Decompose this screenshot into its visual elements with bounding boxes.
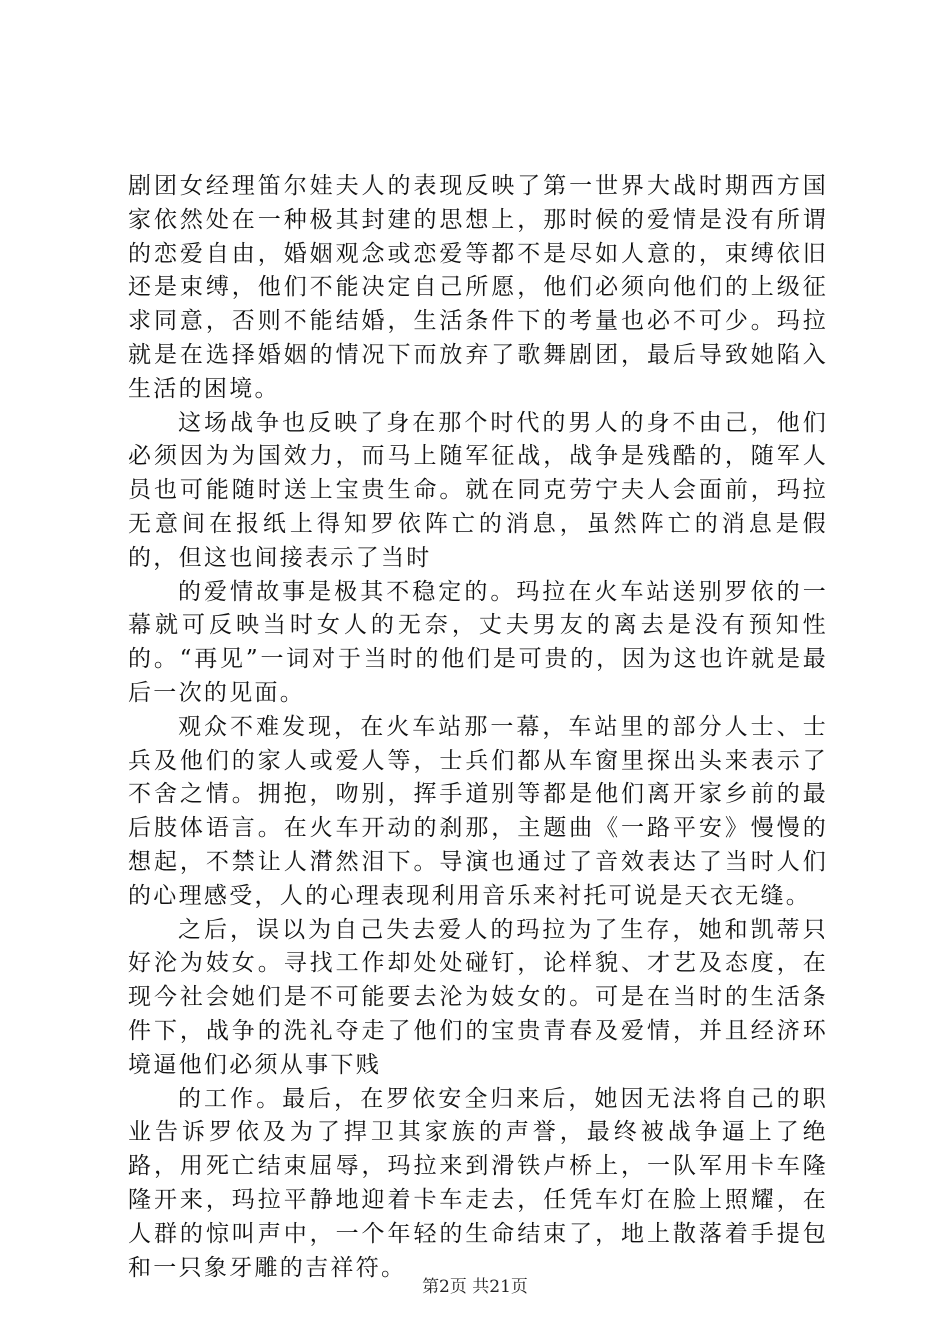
paragraph-3: 的爱情故事是极其不稳定的。玛拉在火车站送别罗依的一幕就可反映当时女人的无奈，丈夫男友的离去是没有预知性的。“再见”一词对于当时的他们是可贵的，因为这也许就是最后一次的见面。 — [128, 578, 828, 706]
paragraph-6: 的工作。最后，在罗依安全归来后，她因无法将自己的职业告诉罗依及为了捍卫其家族的声誉，最终被战争逼上了绝路，用死亡结束屈辱，玛拉来到滑铁卢桥上，一队军用卡车隆隆开来，玛拉平静地迎着卡车走去，任凭车灯在脸上照耀，在人群的惊叫声中，一个年轻的生命结束了，地上散落着手提包和一只象牙雕的吉祥符。 — [128, 1085, 828, 1281]
page-number-footer: 第2页 共21页 — [422, 1277, 528, 1297]
paragraph-1: 剧团女经理笛尔娃夫人的表现反映了第一世界大战时期西方国家依然处在一种极其封建的思想上，那时候的爱情是没有所谓的恋爱自由，婚姻观念或恋爱等都不是尽如人意的，束缚依旧还是束缚，他们不能决定自己所愿，他们必须向他们的上级征求同意，否则不能结婚，生活条件下的考量也必不可少。玛拉就是在选择婚姻的情况下而放弃了歌舞剧团，最后导致她陷入生活的困境。 — [128, 173, 828, 402]
paragraph-5: 之后，误以为自己失去爱人的玛拉为了生存，她和凯蒂只好沦为妓女。寻找工作却处处碰钉，论样貌、才艺及态度，在现今社会她们是不可能要去沦为妓女的。可是在当时的生活条件下，战争的洗礼夺走了他们的宝贵青春及爱情，并且经济环境逼他们必须从事下贱 — [128, 916, 828, 1078]
paragraph-4: 观众不难发现，在火车站那一幕，车站里的部分人士、士兵及他们的家人或爱人等，士兵们都从车窗里探出头来表示了不舍之情。拥抱，吻别，挥手道别等都是他们离开家乡前的最后肢体语言。在火车开动的刹那，主题曲《一路平安》慢慢的想起，不禁让人潸然泪下。导演也通过了音效表达了当时人们的心理感受，人的心理表现利用音乐来衬托可说是天衣无缝。 — [128, 713, 828, 909]
paragraph-2: 这场战争也反映了身在那个时代的男人的身不由己，他们必须因为为国效力，而马上随军征战，战争是残酷的，随军人员也可能随时送上宝贵生命。就在同克劳宁夫人会面前，玛拉无意间在报纸上得知罗依阵亡的消息，虽然阵亡的消息是假的，但这也间接表示了当时 — [128, 409, 828, 571]
document-body — [128, 170, 828, 1285]
